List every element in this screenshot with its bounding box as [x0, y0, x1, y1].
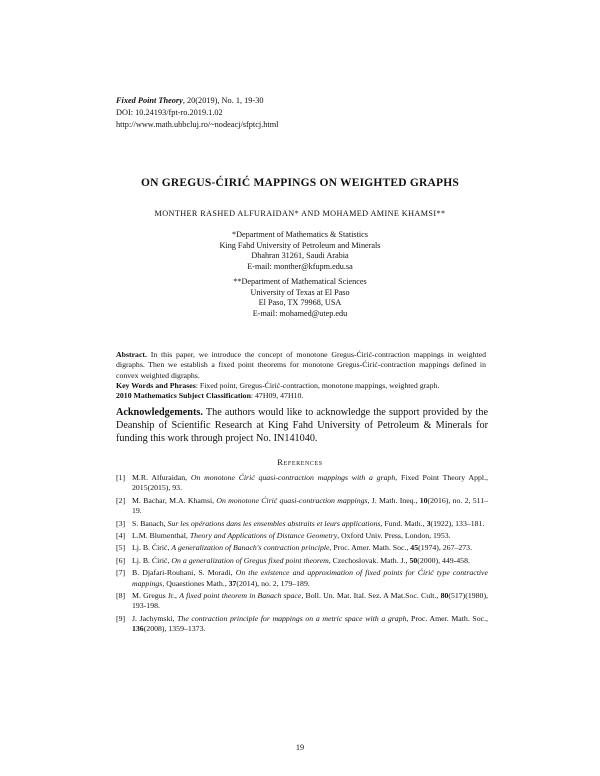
- reference-item: [116, 473, 488, 494]
- affiliation-line: **Department of Mathematical Sciences: [233, 277, 367, 286]
- references-heading: References: [277, 457, 323, 467]
- references-list: [116, 473, 488, 637]
- msc-label: 2010 Mathematics Subject Classification: [116, 391, 251, 401]
- reference-authors: M. Bachar, M.A. Khamsi,: [132, 495, 217, 505]
- reference-pages: (2014), no. 2, 179–189.: [236, 578, 310, 588]
- msc-text: : 47H09, 47H10.: [250, 391, 304, 401]
- journal-url[interactable]: http://www.math.ubbcluj.ro/~nodeacj/sfptcj.html: [116, 120, 279, 129]
- reference-source: , Proc. Amer. Math. Soc.,: [406, 613, 488, 623]
- reference-item: [116, 614, 488, 635]
- abstract-block: [116, 350, 486, 401]
- acknowledgements-label: Acknowledgements.: [116, 407, 203, 418]
- reference-item: [116, 496, 488, 517]
- reference-source: , Oxford Univ. Press, London, 1953.: [337, 531, 451, 541]
- reference-number: [2]: [116, 495, 126, 505]
- reference-source: , Czechoslovak. Math. J.,: [328, 555, 410, 565]
- reference-title: A generalization of Banach's contraction principle: [171, 543, 330, 553]
- reference-number: [7]: [116, 568, 126, 578]
- reference-title: On monotone Ćirić quasi-contraction mappings with a graph: [190, 473, 396, 482]
- reference-authors: Lj. B. Ćirić,: [132, 543, 172, 553]
- reference-pages: (2000), 449-458.: [417, 555, 470, 565]
- reference-source: , Quaestiones Math.,: [162, 578, 229, 588]
- reference-source: , Fund. Math.,: [380, 518, 427, 528]
- reference-volume: 80: [440, 591, 449, 601]
- reference-number: [5]: [116, 543, 126, 553]
- reference-title: On monotone Ćirić quasi-contraction mappings: [216, 495, 368, 505]
- reference-authors: J. Jachymski,: [132, 613, 178, 623]
- abstract-text: In this paper, we introduce the concept of monotone Gregus-Ćirić-contraction mappings in weighted digraphs. Then we establish a fixed point theorems for monotone Gregus-Ćirić-contraction mappings defined in convex weighted digraphs.: [116, 350, 486, 380]
- reference-number: [3]: [116, 518, 126, 528]
- reference-title: The contraction principle for mappings on a metric space with a graph: [177, 613, 407, 623]
- reference-authors: Lj. B. Ćirić,: [132, 555, 172, 565]
- journal-header: [116, 95, 279, 131]
- reference-title: On a generalization of Gregus fixed point theorem: [171, 555, 329, 565]
- reference-source: , Boll. Un. Mat. Ital. Sez. A Mat.Soc. Cult.,: [301, 591, 441, 601]
- abstract-label: Abstract.: [116, 350, 147, 359]
- reference-source: , Proc. Amer. Math. Soc.,: [329, 543, 411, 553]
- journal-citation: [116, 95, 279, 107]
- acknowledgements: [116, 406, 488, 445]
- reference-source: , J. Math. Ineq.,: [367, 495, 420, 505]
- paper-title: ON GREGUS-ĆIRIĆ MAPPINGS ON WEIGHTED GRAPHS: [141, 177, 459, 189]
- reference-authors: L.M. Blumenthal,: [132, 531, 190, 541]
- reference-number: [4]: [116, 531, 126, 541]
- reference-volume: 10: [419, 495, 428, 505]
- affiliation-line: King Fahd University of Petroleum and Minerals: [219, 240, 381, 250]
- reference-title: On the existence and approximation of fixed points for Ćirić type contractive mappings: [132, 568, 488, 588]
- journal-name: Fixed Point Theory: [116, 96, 183, 105]
- doi: DOI: 10.24193/fpt-ro.2019.1.02: [116, 108, 223, 117]
- reference-item: [116, 568, 488, 589]
- affiliation-2: [0, 277, 600, 319]
- reference-pages: (517)(1980), 193-198.: [132, 591, 488, 611]
- affiliation-line: *Department of Mathematics & Statistics: [232, 230, 368, 239]
- reference-title: Theory and Applications of Distance Geometry: [189, 531, 338, 541]
- reference-volume: 50: [409, 555, 418, 565]
- reference-pages: (2008), 1359–1373.: [143, 624, 206, 634]
- keywords: [116, 381, 486, 391]
- reference-item: [116, 519, 488, 529]
- reference-pages: (1922), 133–181.: [430, 518, 485, 528]
- reference-volume: 136: [132, 624, 144, 634]
- affiliation-line: Dhahran 31261, Saudi Arabia: [251, 251, 349, 261]
- reference-authors: S. Banach,: [132, 518, 168, 528]
- reference-authors: M. Gregus Jr.,: [132, 591, 180, 601]
- keywords-label: Key Words and Phrases: [116, 380, 196, 390]
- reference-title: Sur les opérations dans les ensembles abstraits et leurs applications: [167, 518, 381, 528]
- reference-volume: 3: [426, 518, 431, 528]
- reference-title: A fixed point theorem in Banach space: [179, 591, 302, 601]
- reference-source: , Fixed Point Theory Appl., 2015(2015), 93.: [132, 473, 488, 493]
- affiliation-email: E-mail: mohamed@utep.edu: [252, 308, 348, 318]
- reference-pages: (1974), 267–273.: [418, 543, 473, 553]
- affiliation-1: [0, 230, 600, 272]
- reference-volume: 37: [228, 578, 237, 588]
- reference-number: [8]: [116, 591, 126, 601]
- reference-item: [116, 543, 488, 553]
- reference-pages: (2016), no. 2, 511–19.: [132, 495, 489, 516]
- reference-item: [116, 556, 488, 566]
- page-number: 19: [295, 743, 305, 752]
- keywords-text: : Fixed point, Gregus-Ćirić-contraction, monotone mappings, weighted graph.: [195, 380, 440, 390]
- msc: [116, 391, 486, 401]
- reference-number: [9]: [116, 613, 126, 623]
- reference-item: [116, 531, 488, 541]
- reference-number: [1]: [116, 473, 126, 482]
- reference-item: [116, 591, 488, 612]
- volume-info: , 20(2019), No. 1, 19-30: [182, 96, 264, 105]
- affiliation-line: University of Texas at El Paso: [250, 287, 350, 297]
- reference-volume: 45: [410, 543, 419, 553]
- reference-number: [6]: [116, 555, 126, 565]
- paper-authors: MONTHER RASHED ALFURAIDAN* AND MOHAMED AMINE KHAMSI**: [154, 209, 446, 218]
- abstract: [116, 350, 486, 381]
- reference-authors: M.R. Alfuraidan,: [132, 473, 191, 482]
- affiliation-line: El Paso, TX 79968, USA: [258, 298, 342, 308]
- acknowledgements-text: The authors would like to acknowledge the support provided by the Deanship of Scientific Research at King Fahd University of Petroleum & Minerals for funding this work through project No. IN141040.: [116, 407, 488, 444]
- affiliation-email: E-mail: monther@kfupm.edu.sa: [247, 261, 353, 271]
- reference-authors: B. Djafari-Rouhani, S. Moradi,: [132, 568, 236, 578]
